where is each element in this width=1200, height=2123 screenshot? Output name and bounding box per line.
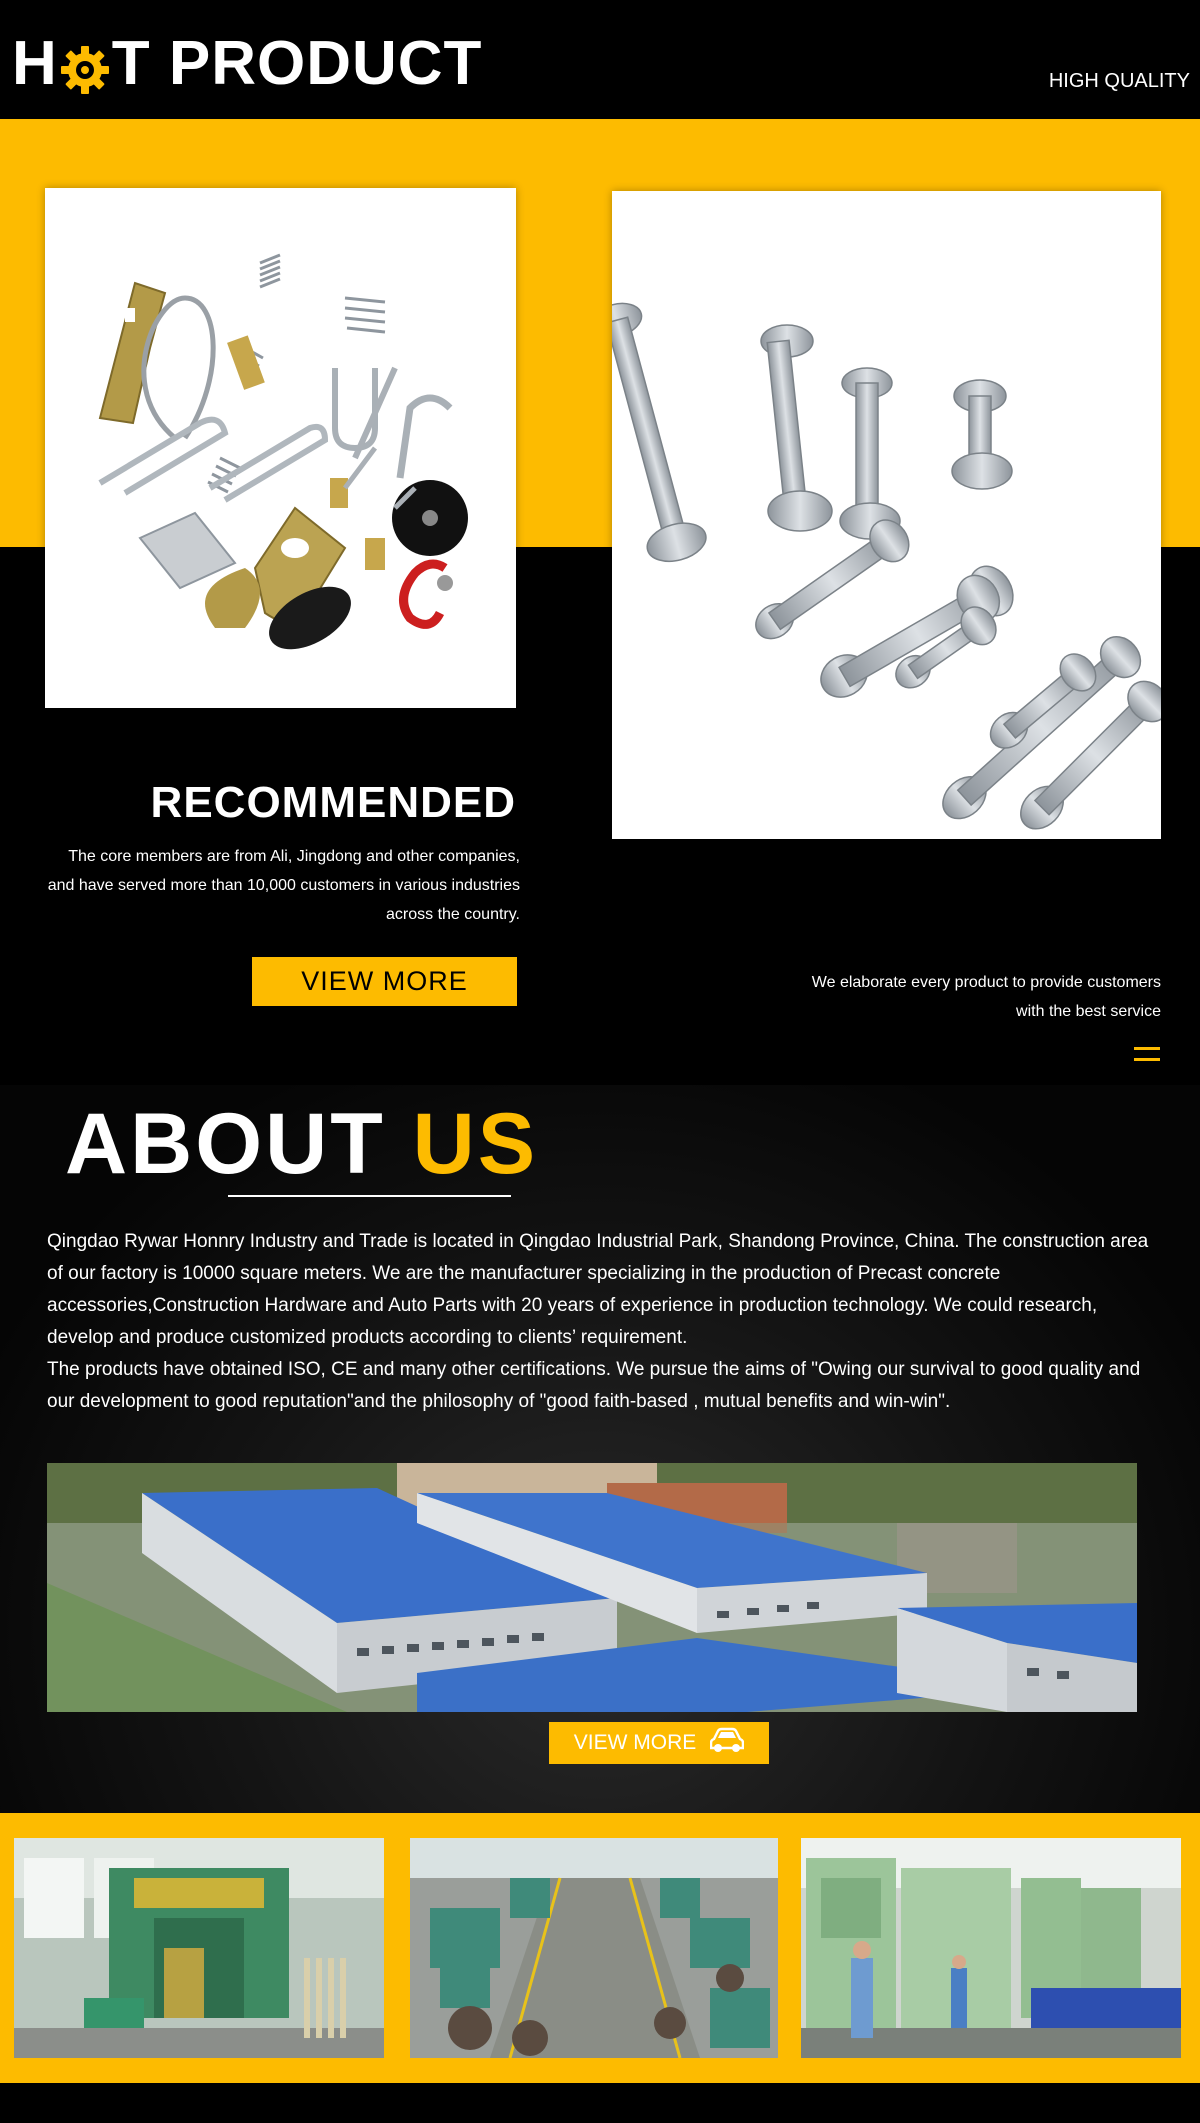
gear-icon: [60, 39, 110, 89]
workshop-photo-2[interactable]: [410, 1838, 778, 2058]
recommended-description: The core members are from Ali, Jingdong and other companies, and have served more than 10,000 customers in various industries across the country.: [47, 848, 520, 923]
title-part-before: H: [12, 29, 58, 98]
hot-product-title: [12, 28, 482, 100]
product-image-anchors[interactable]: [612, 191, 1161, 839]
footer: [0, 2083, 1200, 2123]
tagline: HIGH QUALITY: [1048, 70, 1190, 92]
about-view-more-label: VIEW MORE: [573, 1731, 697, 1754]
about-title-underline: [228, 1195, 511, 1197]
about-us-title: [65, 1095, 538, 1194]
title-part-after: T PRODUCT: [111, 29, 483, 98]
menu-icon[interactable]: [1134, 1047, 1160, 1063]
about-text: [47, 1226, 1167, 1418]
factory-aerial-photo: [47, 1463, 1137, 1712]
recommended-title: RECOMMENDED: [150, 778, 516, 827]
view-more-button[interactable]: VIEW MORE: [252, 957, 517, 1006]
header: [0, 0, 1200, 119]
about-title-accent: US: [412, 1096, 539, 1192]
about-paragraph-2: The products have obtained ISO, CE and many other certifications. We pursue the aims of "Owing our survival to good quality and our development to good reputation"and the philosophy of "good faith-based , mutual benefits and win-win".: [47, 1359, 1141, 1412]
product-image-hardware[interactable]: [45, 188, 516, 708]
workshop-photo-1[interactable]: [14, 1838, 384, 2058]
about-title-main: ABOUT: [65, 1096, 386, 1192]
service-description: We elaborate every product to provide customers with the best service: [811, 974, 1161, 1020]
about-view-more-button[interactable]: [549, 1722, 769, 1764]
car-icon: [710, 1727, 744, 1759]
about-paragraph-1: Qingdao Rywar Honnry Industry and Trade is located in Qingdao Industrial Park, Shandong Province, China. The construction area of our factory is 10000 square meters. We are the manufacturer specializing in the production of Precast concrete accessories,Construction Hardware and Auto Parts with 20 years of experience in production technology. We could research, develop and produce customized products according to clients’ requirement.: [47, 1231, 1149, 1348]
workshop-photo-3[interactable]: [801, 1838, 1181, 2058]
